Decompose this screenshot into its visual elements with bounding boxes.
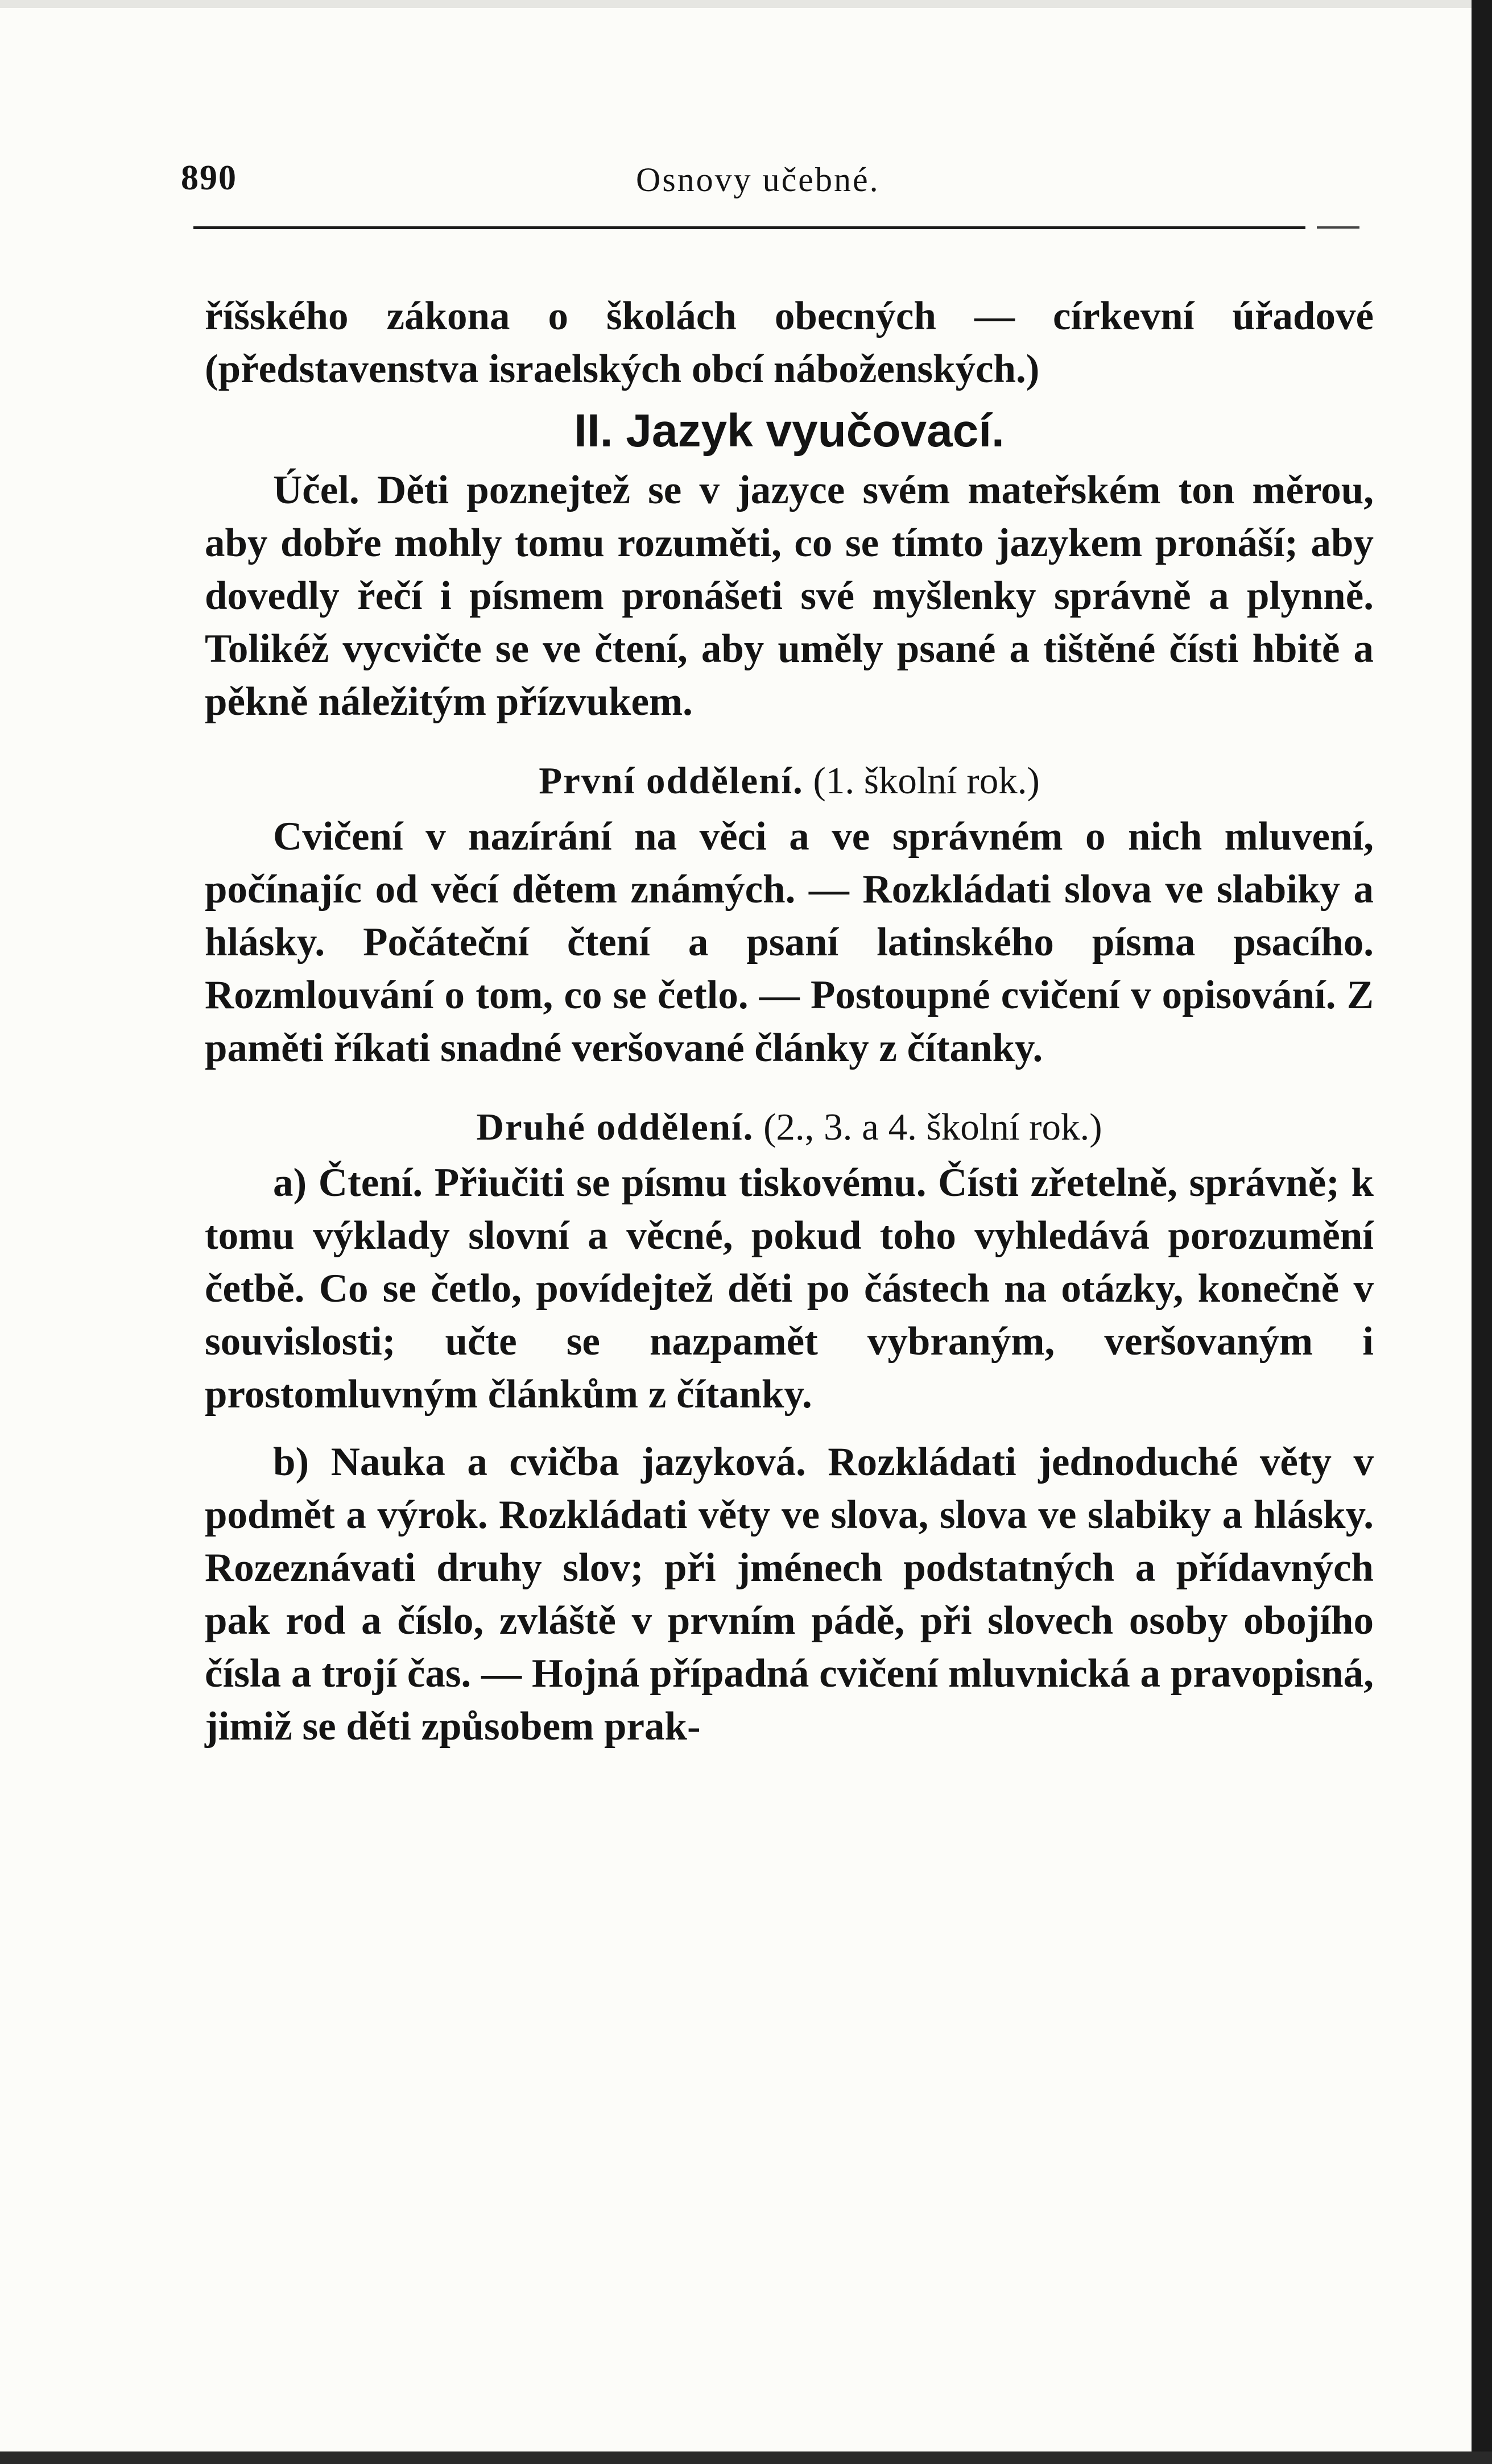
- page-header: [181, 158, 1364, 215]
- second-division-years: (2., 3. a 4. školní rok.): [763, 1106, 1102, 1148]
- first-division-heading: [205, 751, 1374, 810]
- scan-top-edge: [0, 0, 1492, 8]
- first-division-title: První oddělení.: [539, 760, 804, 802]
- reading-paragraph: a) Čtení. Přiučiti se písmu tiskovému. Čísti zřetelně, správně; k tomu výklady slovní a věcné, pokud toho vyhledává porozumění četbě. Co se četlo, povídejtež děti po částech na otázky, konečně v souvislosti; učte se nazpamět vybraným, veršovaným i prostomluvným článkům z čítanky.: [205, 1161, 1374, 1417]
- scan-right-edge: [1472, 0, 1492, 2464]
- second-division-heading: [205, 1098, 1374, 1157]
- header-rule-tail: [1317, 226, 1359, 229]
- second-division-title: Druhé oddělení.: [476, 1106, 754, 1148]
- header-rule: [193, 226, 1305, 229]
- first-division-paragraph: Cvičení v nazírání na věci a ve správném o nich mluvení, počínajíc od věcí dětem známých. — Rozkládati slova ve slabiky a hlásky. Počáteční čtení a psaní latinského písma psacího. Rozmlouvání o tom, co se četlo. — Postoupné cvičení v opisování. Z paměti říkati snadné veršované články z čítanky.: [205, 814, 1374, 1070]
- carryover-paragraph: říšského zákona o školách obecných — církevní úřadové (představenstva israelských obcí náboženských.): [205, 294, 1374, 391]
- page-number: 890: [181, 159, 237, 197]
- running-title: Osnovy učebné.: [636, 161, 880, 198]
- section-title: II. Jazyk vyučovací.: [574, 405, 1005, 457]
- grammar-paragraph: b) Nauka a cvičba jazyková. Rozkládati jednoduché věty v podmět a výrok. Rozkládati věty ve slova, slova ve slabiky a hlásky. Rozeznávati druhy slov; při jménech podstatných a přídavných pak rod a číslo, zvláště v prvním pádě, při slovech osoby obojího čísla a trojí čas. — Hojná případná cvičení mluvnická a pravopisná, jimiž se děti způsobem prak-: [205, 1440, 1374, 1749]
- purpose-paragraph: Účel. Děti poznejtež se v jazyce svém mateřském ton měrou, aby dobře mohly tomu rozuměti, co se tímto jazykem pronáší; aby dovedly řečí i písmem pronášeti své myšlenky správně a plynně. Tolikéž vycvičte se ve čtení, aby uměly psané a tištěné čísti hbitě a pěkně náležitým přízvukem.: [205, 468, 1374, 724]
- first-division-years: (1. školní rok.): [813, 760, 1040, 802]
- page-body: [205, 290, 1374, 1753]
- scan-bottom-edge: [0, 2451, 1492, 2464]
